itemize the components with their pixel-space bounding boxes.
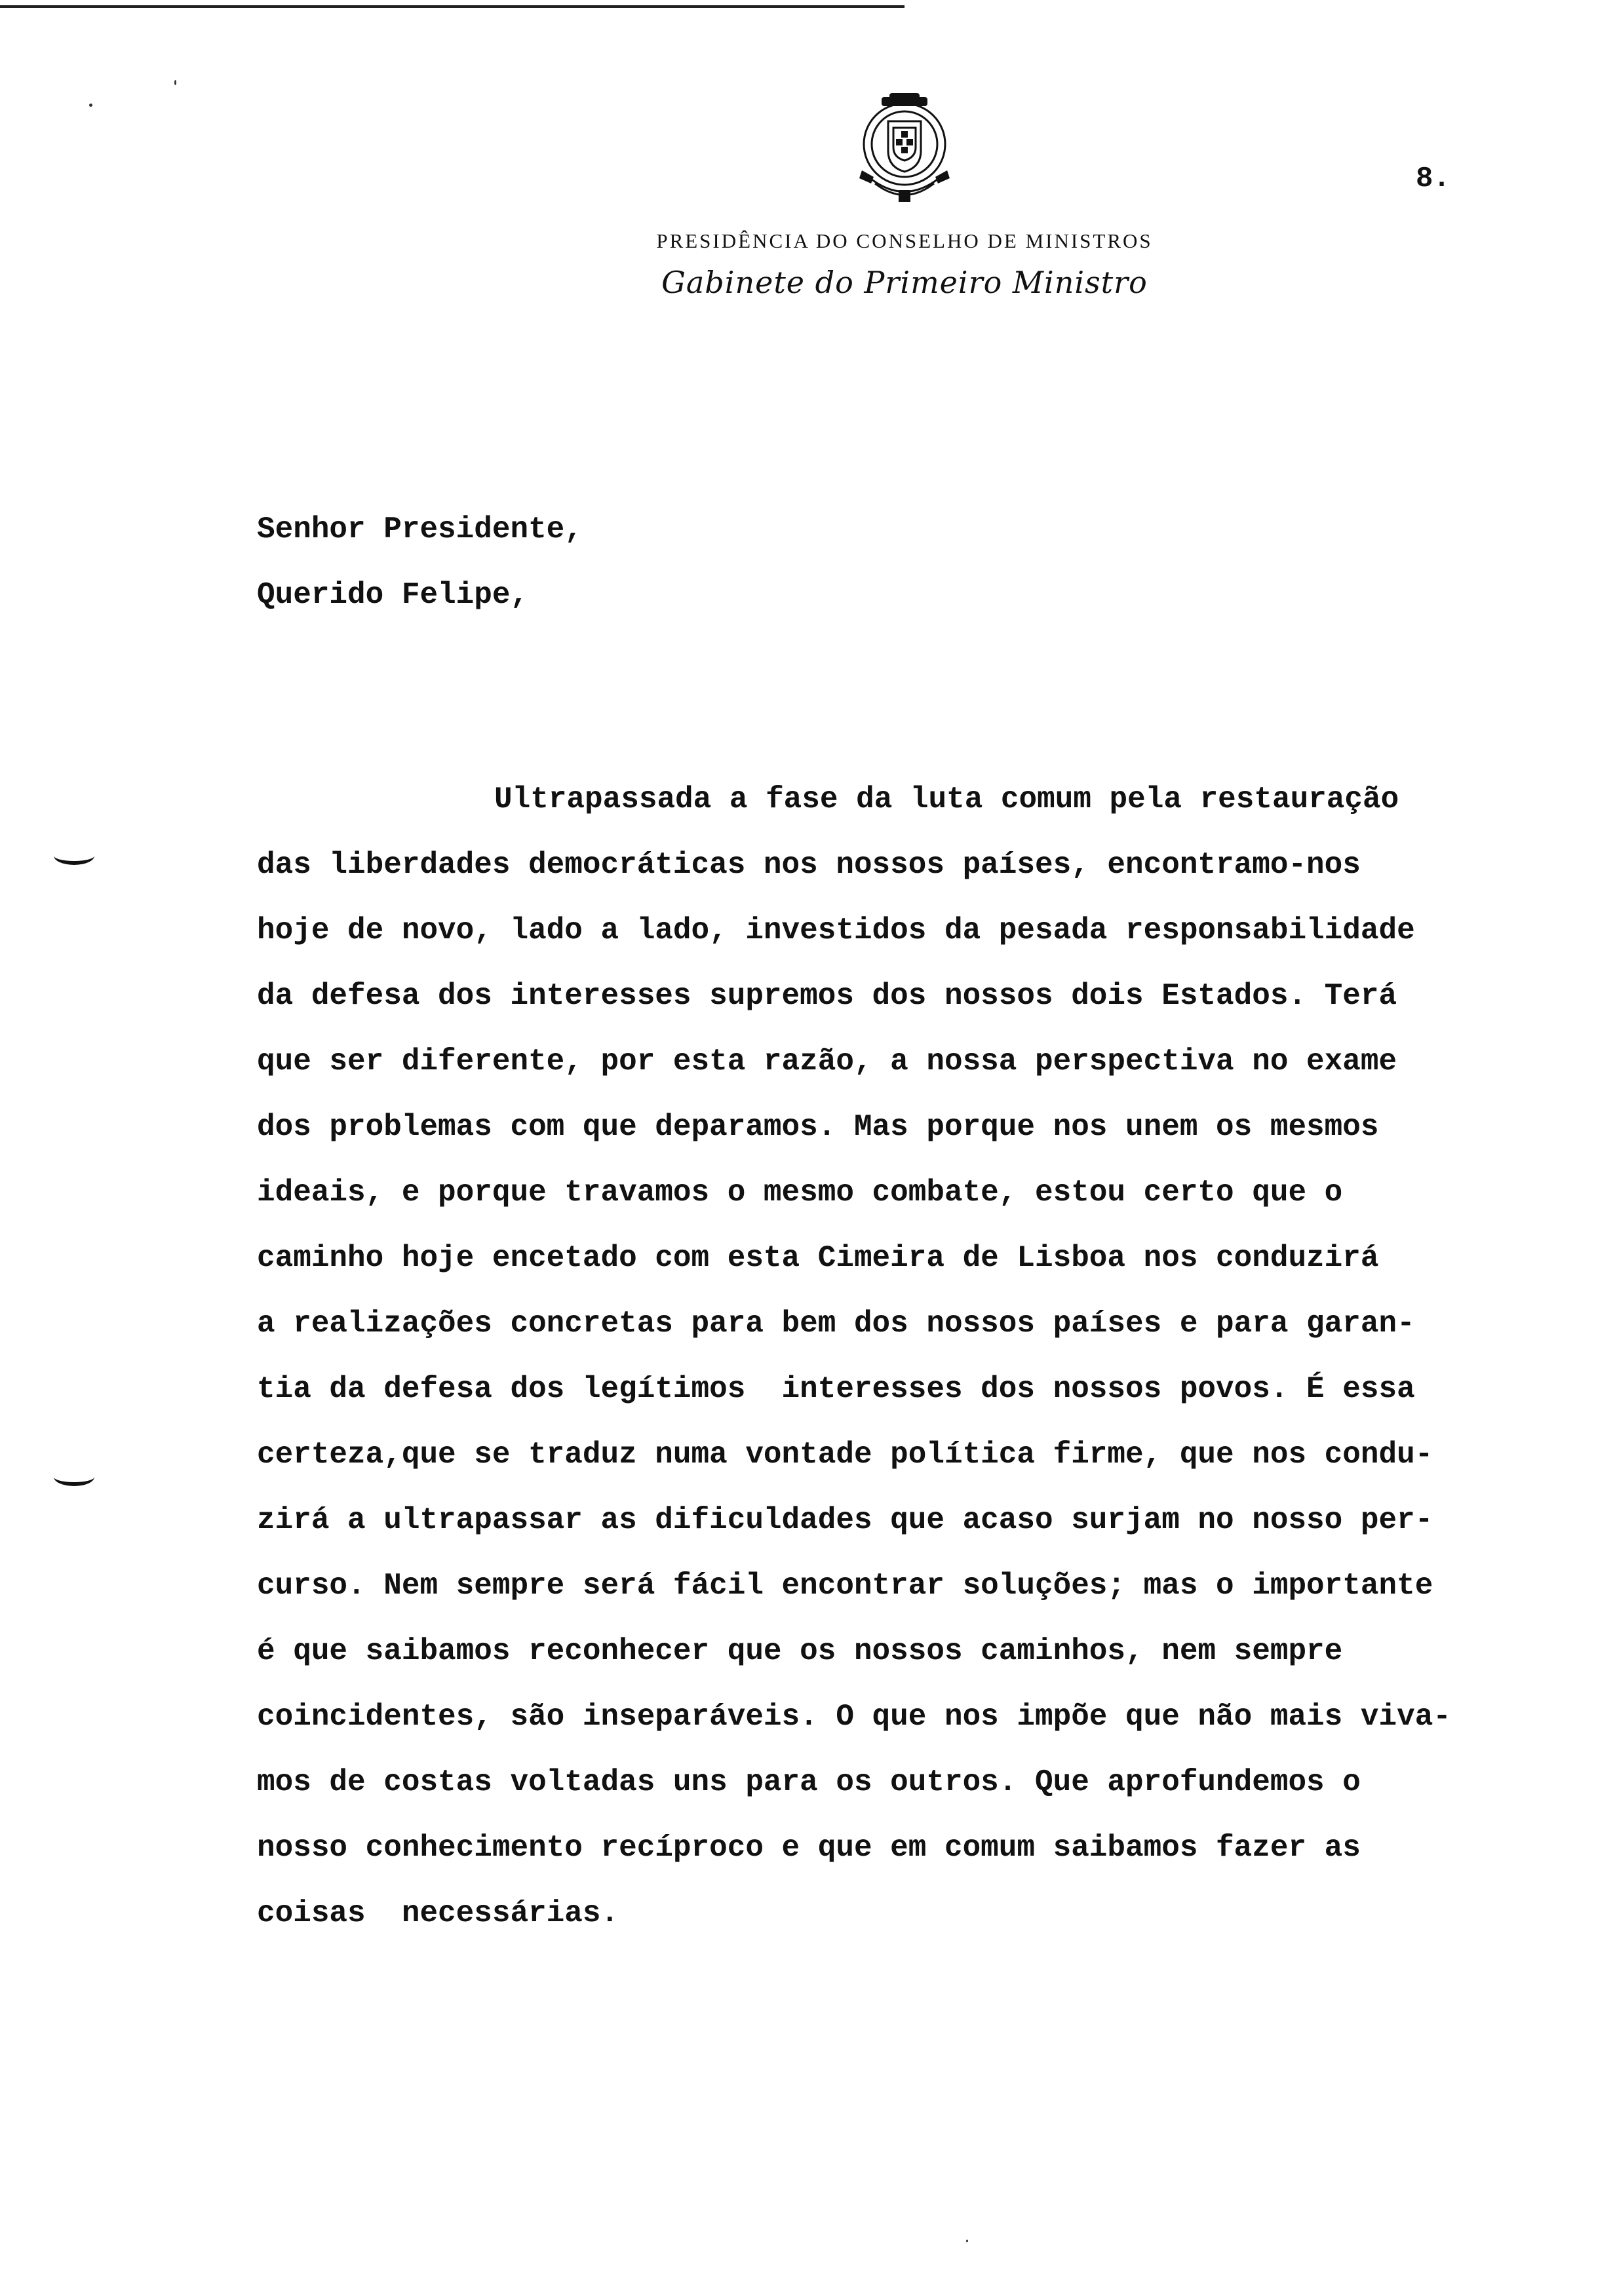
scan-speck [966, 2240, 968, 2242]
body-line: a realizações concretas para bem dos nossos países e para garan- [257, 1307, 1415, 1341]
body-line: curso. Nem sempre será fácil encontrar soluções; mas o importante [257, 1569, 1433, 1603]
scan-speck [174, 80, 176, 85]
body-line: zirá a ultrapassar as dificuldades que acaso surjam no nosso per- [257, 1503, 1433, 1537]
body-line: ideais, e porque travamos o mesmo combate, estou certo que o [257, 1176, 1343, 1210]
coat-of-arms-icon [842, 92, 967, 216]
body-line: das liberdades democráticas nos nossos países, encontramo-nos [257, 848, 1361, 882]
body-line: Ultrapassada a fase da luta comum pela restauração [494, 782, 1399, 816]
office-name: Gabinete do Primeiro Ministro [661, 265, 1148, 300]
body-line: é que saibamos reconhecer que os nossos caminhos, nem sempre [257, 1634, 1343, 1668]
salutation-line: Senhor Presidente, [257, 512, 583, 546]
letterhead [459, 92, 1350, 300]
institution-name: PRESIDÊNCIA DO CONSELHO DE MINISTROS [656, 229, 1153, 252]
salutation-line: Querido Felipe, [257, 578, 529, 612]
body-line: da defesa dos interesses supremos dos nossos dois Estados. Terá [257, 979, 1397, 1013]
page-number: 8. [1416, 163, 1450, 195]
body-line: dos problemas com que deparamos. Mas porque nos unem os mesmos [257, 1110, 1379, 1144]
punch-hole-mark [54, 1468, 94, 1486]
body-line: que ser diferente, por esta razão, a nossa perspectiva no exame [257, 1044, 1397, 1079]
scan-speck [89, 104, 92, 107]
punch-hole-mark [54, 847, 94, 865]
body-line: tia da defesa dos legítimos interesses dos nossos povos. É essa [257, 1372, 1415, 1406]
body-line: hoje de novo, lado a lado, investidos da pesada responsabilidade [257, 913, 1415, 947]
body-line: nosso conhecimento recíproco e que em comum saibamos fazer as [257, 1831, 1361, 1865]
body-line: certeza,que se traduz numa vontade política firme, que nos condu- [257, 1438, 1433, 1472]
body-line: coisas necessárias. [257, 1896, 619, 1930]
body-line: coincidentes, são inseparáveis. O que nos impõe que não mais viva- [257, 1700, 1451, 1734]
scan-edge-line [0, 5, 905, 8]
body-line: mos de costas voltadas uns para os outros. Que aprofundemos o [257, 1765, 1361, 1799]
letter-body [257, 767, 1568, 1946]
body-line: caminho hoje encetado com esta Cimeira de Lisboa nos conduzirá [257, 1241, 1379, 1275]
